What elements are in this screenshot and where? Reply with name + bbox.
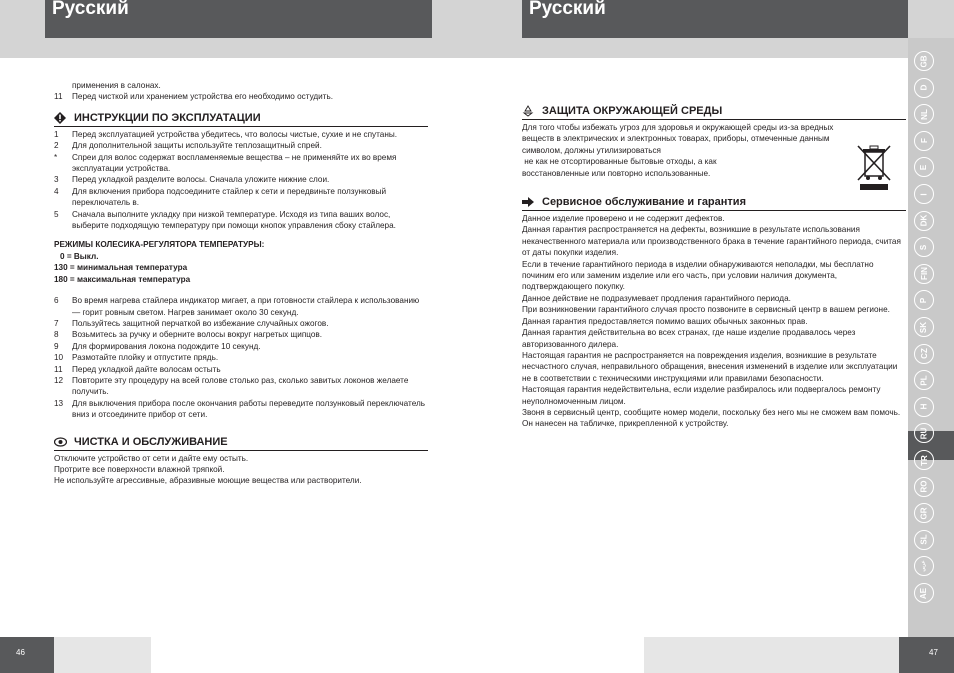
mode-item: 0 = Выкл. [60, 251, 99, 261]
arrow-right-icon [522, 197, 542, 207]
language-tab-d[interactable] [914, 78, 934, 98]
list-item [54, 209, 428, 232]
item-number: 6 [54, 296, 59, 306]
item-number: 12 [54, 375, 64, 385]
environment-line: Для того чтобы избежать угроз для здоровья и окружающей среды из-за вредных [522, 123, 834, 132]
item-text: Размотайте плойку и отпустите прядь. [72, 353, 219, 363]
list-item [54, 80, 428, 91]
item-number: 8 [54, 330, 59, 340]
language-tab-sl[interactable] [914, 530, 934, 550]
left-column [54, 80, 428, 487]
item-number: 10 [54, 353, 64, 363]
environment-heading [522, 104, 906, 120]
item-text: Во время нагрева стайлера индикатор мигает, а при готовности стайлера к использованию — горит ровным светом. Нагрев занимает около 30 секунд. [72, 296, 420, 317]
language-tab-label: D [919, 84, 929, 91]
language-tab-label: AE [919, 587, 929, 599]
language-tab-label: SL [919, 534, 929, 545]
service-line: Данное действие не подразумевает продления гарантийного периода. [522, 293, 791, 303]
language-tab-label: E [919, 164, 929, 171]
environment-line: не как не отсортированные бытовые отходы, а как [522, 157, 717, 167]
language-tab-ae[interactable] [914, 583, 934, 603]
environment-title: ЗАЩИТА ОКРУЖАЮЩЕЙ СРЕДЫ [542, 105, 723, 117]
list-item [54, 140, 428, 151]
right-page-number: 47 [929, 648, 938, 657]
item-number: 4 [54, 186, 59, 196]
item-text: применения в салонах. [72, 81, 161, 90]
language-tab-h[interactable] [914, 397, 934, 417]
item-number: 11 [54, 364, 63, 374]
item-text: Возьмитесь за ручку и оберните волосы вокруг нагретых щипцов. [72, 330, 323, 340]
environment-line: восстановленные или повторно использованные. [522, 168, 711, 178]
crossed-bin-icon [854, 142, 894, 192]
language-tab-tr[interactable] [914, 450, 934, 470]
list-item [54, 329, 428, 340]
cleaning-heading [54, 435, 428, 451]
item-text: Для дополнительной защиты используйте теплозащитный спрей. [72, 141, 322, 151]
intro-list [54, 80, 428, 103]
language-tab-label: S [919, 244, 929, 250]
mode-item: 180 = максимальная температура [54, 274, 191, 284]
language-tab-label: GR [919, 507, 929, 520]
list-item [54, 375, 428, 398]
item-number: 1 [54, 129, 59, 139]
instructions-list-continued [54, 295, 428, 420]
language-tab-label: ﻋﺮﺑﻲ [921, 560, 927, 573]
item-text: Перед укладкой дайте волосам остыть [72, 364, 221, 374]
language-tab-fin[interactable] [914, 264, 934, 284]
item-number: * [54, 152, 58, 162]
right-footer-bar [644, 637, 899, 673]
list-item [54, 352, 428, 363]
environment-line: веществ в электрических и электронных товарах, приборы, отмеченные данным [522, 134, 830, 144]
language-tab-sk[interactable] [914, 317, 934, 337]
list-item [54, 129, 428, 140]
language-tab-label: F [919, 138, 929, 144]
language-tab-i[interactable] [914, 184, 934, 204]
cleaning-section [54, 435, 428, 487]
environment-section [522, 104, 906, 179]
language-tab-label: DK [919, 214, 929, 227]
item-text: Перед укладкой разделите волосы. Сначала уложите нижние слои. [72, 175, 330, 185]
language-tab-label: CZ [919, 348, 929, 359]
list-item [54, 364, 428, 375]
language-tab-label: TR [919, 454, 929, 466]
service-heading [522, 195, 906, 211]
language-tab-label: NL [919, 108, 929, 120]
left-page-number: 46 [16, 648, 25, 657]
instructions-heading [54, 111, 428, 127]
item-number: 5 [54, 209, 59, 219]
item-number: 7 [54, 318, 59, 328]
service-line: Данная гарантия действительна во всех странах, где наше изделие продавалось через авторизованного дилера. [522, 328, 856, 349]
list-item [54, 174, 428, 185]
service-line: Настоящая гарантия не распространяется на повреждения изделия, возникшие в результате несчастного случая, неправильного обращения, внесения изменений в изделие или эксплуатации не в соответствии с техническими инструкциями или правилами безопасности. [522, 350, 898, 383]
service-line: Настоящая гарантия недействительна, если изделие разбиралось или подвергалось ремонту неуполномоченным лицом. [522, 385, 881, 406]
service-line: При возникновении гарантийного случая просто позвоните в сервисный центр в вашем регионе. [522, 305, 890, 315]
eye-icon [54, 437, 74, 447]
list-item [54, 398, 428, 421]
left-page-number-box [0, 637, 54, 673]
left-page-title: Русский [45, 0, 432, 38]
language-tab-dk[interactable] [914, 211, 934, 231]
instructions-title: ИНСТРУКЦИИ ПО ЭКСПЛУАТАЦИИ [74, 111, 261, 124]
modes-title: РЕЖИМЫ КОЛЕСИКА-РЕГУЛЯТОРА ТЕМПЕРАТУРЫ: [54, 240, 265, 250]
item-text: Перед эксплуатацией устройства убедитесь, что волосы чистые, сухие и не спутаны. [72, 129, 398, 139]
environment-line: символом, должны утилизироваться [522, 145, 661, 155]
item-text: Пользуйтесь защитной перчаткой во избежание случайных ожогов. [72, 318, 329, 328]
cleaning-line: Протрите все поверхности влажной тряпкой. [54, 464, 225, 474]
item-number: 2 [54, 141, 59, 151]
language-tab-label: P [919, 297, 929, 304]
recycle-icon [522, 105, 542, 117]
cleaning-line: Отключите устройство от сети и дайте ему остыть. [54, 453, 249, 463]
language-tab-ro[interactable] [914, 477, 934, 497]
service-title: Сервисное обслуживание и гарантия [542, 196, 746, 209]
item-text: Повторите эту процедуру на всей голове столько раз, сколько завитых локонов желаете получить. [72, 375, 409, 397]
item-text: Сначала выполните укладку при низкой температуре. Исходя из типа ваших волос, выберите подходящую температуру при помощи кнопок управления сбоку стайлера. [72, 209, 396, 231]
language-tab-label: PL [919, 375, 929, 386]
service-text [522, 213, 906, 430]
language-tab-label: H [919, 403, 929, 410]
list-item [54, 91, 428, 102]
language-tab-label: RU [919, 427, 929, 440]
right-page-title: Русский [522, 0, 908, 38]
list-item [54, 186, 428, 209]
language-tab-gb[interactable] [914, 51, 934, 71]
service-line: Данная гарантия распространяется на дефекты, возникшие в результате использования некачественного материала или производственного брака в течение гарантийного периода, считая от даты покупки изделия. [522, 225, 901, 258]
language-tab-cz[interactable] [914, 344, 934, 364]
language-tab-label: GB [919, 55, 929, 67]
item-number: 9 [54, 341, 59, 351]
instructions-section [54, 111, 428, 421]
service-line: Звоня в сервисный центр, сообщите номер модели, поскольку без него мы не сможем вам помочь. [522, 407, 901, 417]
language-tab-label: SK [919, 321, 929, 333]
instructions-list [54, 129, 428, 232]
service-line: Если в течение гарантийного периода в изделии обнаруживаются неполадки, мы бесплатно починим его или заменим изделие или его часть, при условии наличия документа, подтверждающего покупку. [522, 259, 874, 292]
service-line: Данное изделие проверено и не содержит дефектов. [522, 214, 725, 224]
list-item [54, 295, 428, 318]
service-line: Он нанесен на табличке, прикрепленной к устройству. [522, 419, 729, 429]
service-section [522, 195, 906, 430]
warning-diamond-icon [54, 112, 74, 124]
item-text: Спреи для волос содержат воспламеняемые вещества – не применяйте их во время эксплуатации устройства. [72, 152, 397, 174]
language-tab-label: FIN [919, 267, 929, 281]
right-page-number-box [899, 637, 954, 673]
item-number: 13 [54, 398, 64, 408]
cleaning-line: Не используйте агрессивные, абразивные моющие вещества или растворители. [54, 476, 362, 486]
item-text: Для формирования локона подождите 10 секунд. [72, 341, 261, 351]
right-column [522, 104, 906, 430]
list-item [54, 152, 428, 175]
left-footer-bar [54, 637, 151, 673]
item-number [54, 80, 72, 91]
item-number: 11 [54, 92, 63, 102]
list-item [54, 318, 428, 329]
language-tab-label: RO [919, 480, 929, 493]
item-text: Перед чисткой или хранением устройства его необходимо остудить. [72, 92, 334, 102]
language-tab-label: I [919, 192, 929, 196]
mode-item: 130 = минимальная температура [54, 263, 188, 273]
service-line: Данная гарантия предоставляется помимо ваших обычных законных прав. [522, 316, 808, 326]
list-item [54, 341, 428, 352]
language-tab-f[interactable] [914, 131, 934, 151]
item-number: 3 [54, 175, 59, 185]
cleaning-title: ЧИСТКА И ОБСЛУЖИВАНИЕ [74, 435, 228, 448]
item-text: Для выключения прибора после окончания работы переведите ползунковый переключатель вниз и отсоедините прибор от сети. [72, 398, 426, 420]
temperature-modes [54, 239, 428, 285]
item-text: Для включения прибора подсоедините стайлер к сети и передвиньте ползунковый переключатель в. [72, 186, 387, 208]
